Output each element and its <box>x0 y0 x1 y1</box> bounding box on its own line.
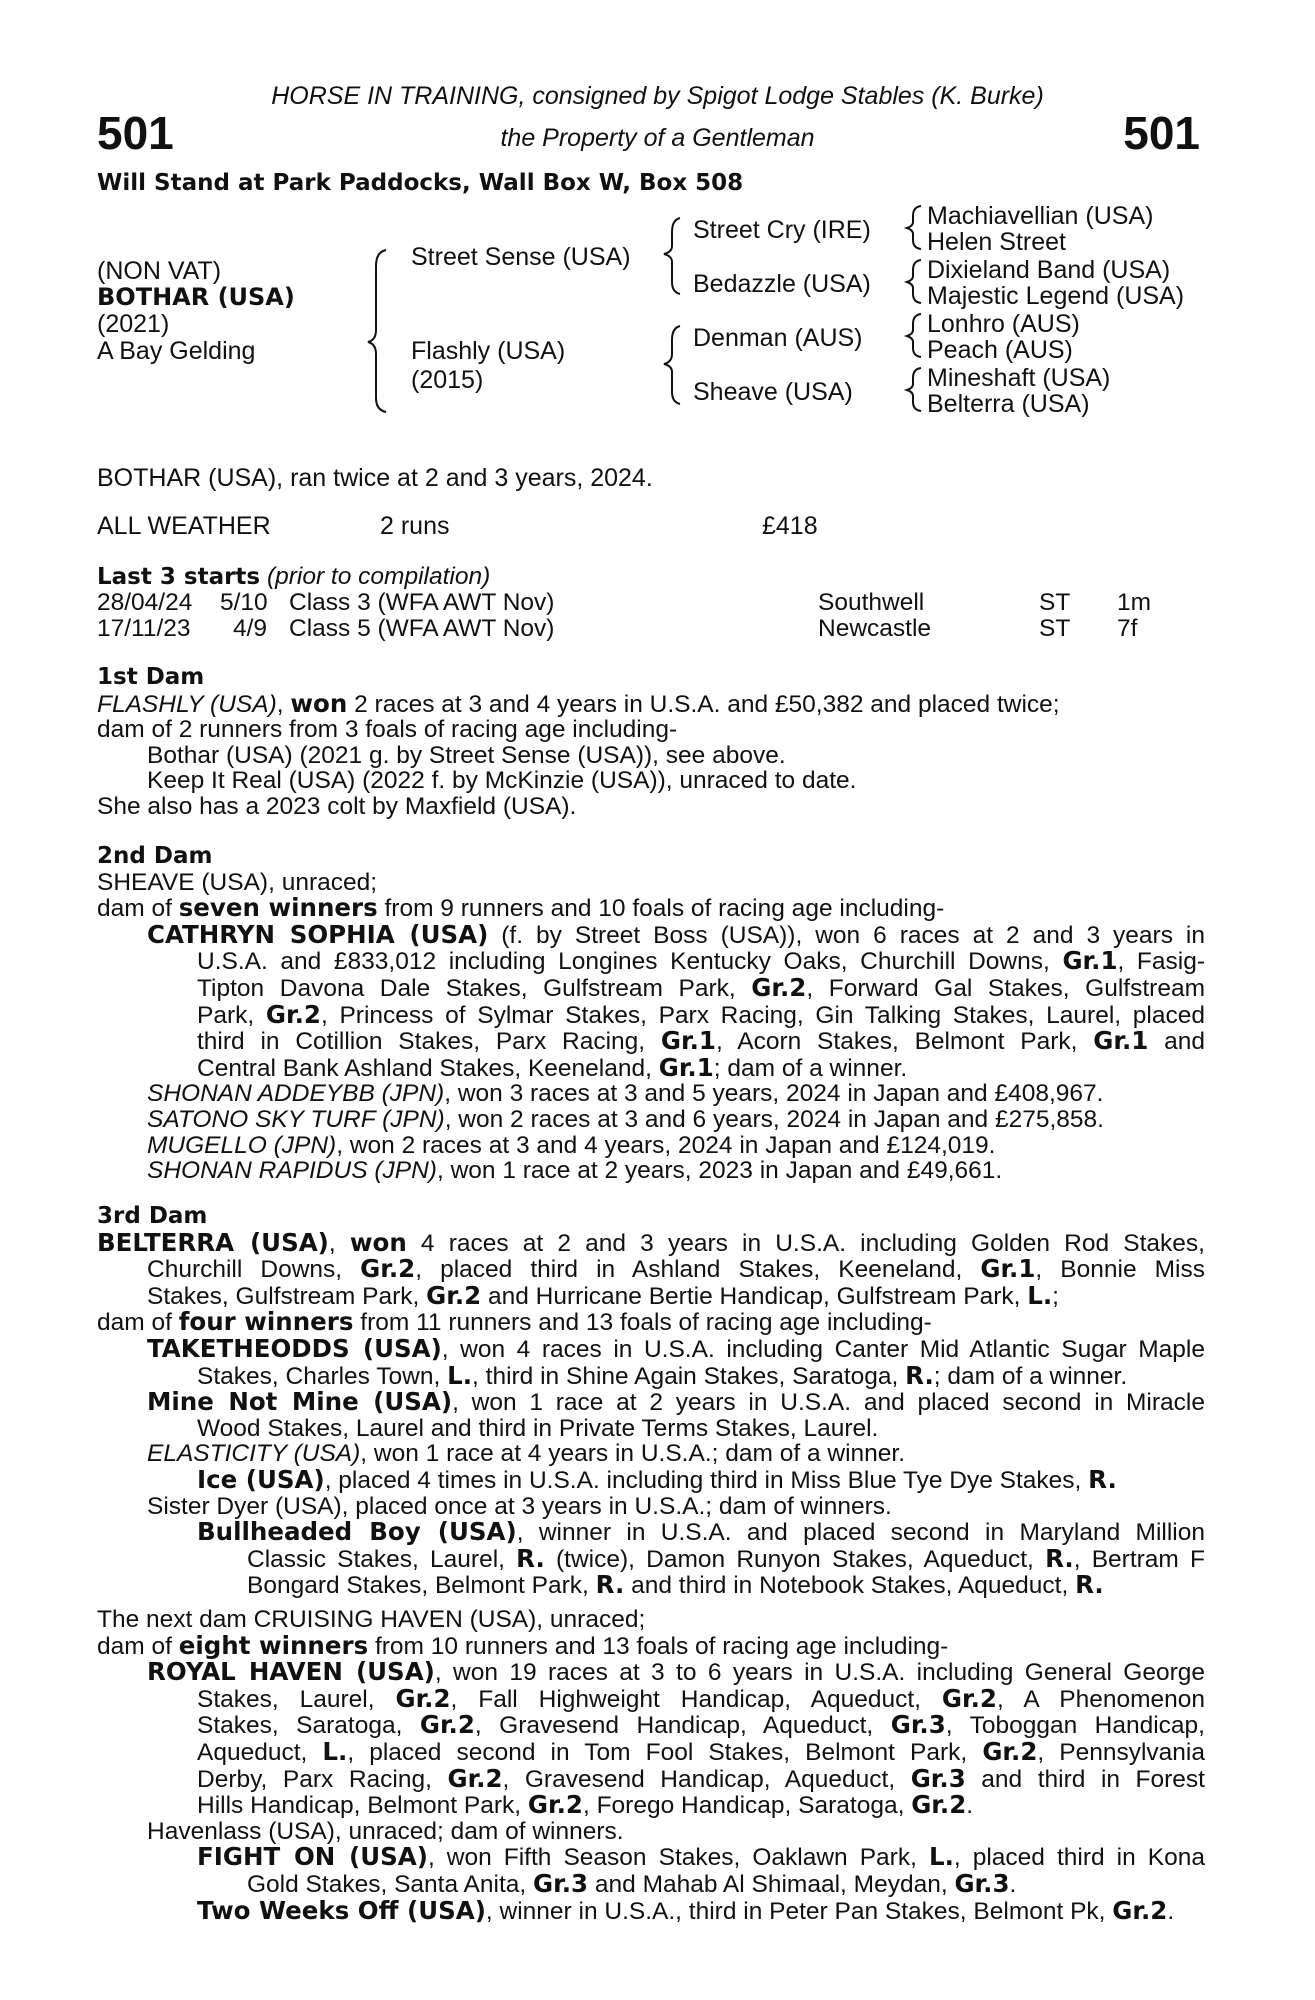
start-date: 28/04/24 <box>97 589 193 616</box>
dam-name: FLASHLY (USA) <box>97 690 277 718</box>
grade: R. <box>1045 1543 1074 1573</box>
text: and Hurricane Bertie Handicap, Gulfstream Park, <box>481 1282 1028 1310</box>
text: , won 1 race at 2 years in U.S.A. and placed second in Miracle <box>452 1389 1205 1417</box>
text: , third in Shine Again Stakes, Saratoga, <box>472 1362 906 1390</box>
ancestor-6: Peach (AUS) <box>927 336 1073 364</box>
text: ; dam of a winner. <box>933 1362 1128 1390</box>
entry-line <box>97 919 1205 949</box>
produce-note: She also has a 2023 colt by Maxfield (USA). <box>97 792 577 820</box>
grade: Gr.2 <box>941 1683 997 1713</box>
sire-name: Street Sense (USA) <box>411 243 631 271</box>
text: from 9 runners and 10 foals of racing age including- <box>377 895 945 923</box>
dam-year: (2015) <box>411 366 484 394</box>
entry-line <box>97 1844 1205 1871</box>
last-starts-note: (prior to compilation) <box>266 563 491 590</box>
text: , Acorn Stakes, Belmont Park, <box>715 1028 1094 1056</box>
won-label: won <box>349 1227 407 1257</box>
gs4-bracket <box>907 368 921 411</box>
text: and <box>1148 1028 1206 1056</box>
grade: R. <box>595 1570 625 1600</box>
lot-number-right: 501 <box>1123 107 1200 159</box>
progeny-entry: Sister Dyer (USA), placed once at 3 years in U.S.A.; dam of winners. <box>147 1492 892 1520</box>
progeny-entry <box>97 1441 1205 1467</box>
progeny-name: FIGHT ON (USA) <box>197 1842 428 1872</box>
entry-line <box>97 1028 1205 1055</box>
won-label: won <box>290 688 348 718</box>
first-dam-section <box>97 665 1205 820</box>
start-course: Southwell <box>818 589 925 616</box>
text: . <box>966 1792 974 1820</box>
grade: L. <box>322 1736 348 1766</box>
start-distance: 1m <box>1117 589 1152 616</box>
third-dam-line: BELTERRA (USA), won 4 races at 2 and 3 years in U.S.A. including Golden Rod Stakes, <box>97 1227 1205 1257</box>
progeny-entry <box>97 1844 1205 1897</box>
progeny-name: Two Weeks Off (USA) <box>197 1895 486 1925</box>
grade: Gr.1 <box>660 1026 716 1056</box>
text: , won 1 race at 2 years, 2023 in Japan and £49,661. <box>436 1157 1003 1185</box>
grade: Gr.2 <box>419 1710 475 1740</box>
text: , A Phenomenon <box>996 1685 1205 1713</box>
grade: L. <box>928 1842 954 1872</box>
start-position: 5/10 <box>220 589 268 616</box>
text: and Mahab Al Shimaal, Meydan, <box>588 1870 955 1898</box>
text: , Gravesend Handicap, Aqueduct, <box>502 1765 911 1793</box>
progeny-entry <box>97 1333 1205 1390</box>
first-dam-heading: 1st Dam <box>97 664 205 690</box>
start-date: 17/11/23 <box>97 615 191 642</box>
vat-status: (NON VAT) <box>97 257 222 285</box>
entry-line <box>97 1736 1205 1766</box>
text: Churchill Downs, <box>147 1256 361 1284</box>
grade: Gr.2 <box>360 1254 416 1284</box>
ancestor-8: Belterra (USA) <box>927 390 1090 418</box>
text: , Gravesend Handicap, Aqueduct, <box>474 1712 891 1740</box>
grade: R. <box>516 1543 545 1573</box>
grade: Gr.2 <box>1112 1895 1168 1925</box>
text: from 11 runners and 13 foals of racing age including- <box>353 1309 932 1337</box>
produce-item: Bothar (USA) (2021 g. by Street Sense (USA)), see above. <box>147 741 786 769</box>
text: ; dam of a winner. <box>713 1054 908 1082</box>
progeny-entry <box>97 1389 1205 1441</box>
text: , won 4 races in U.S.A. including Canter Mid Atlantic Sugar Maple <box>441 1335 1205 1363</box>
text: , Princess of Sylmar Stakes, Parx Racing, Gin Talking Stakes, Laurel, placed <box>320 1001 1205 1029</box>
second-dam-produce <box>97 895 1205 922</box>
text: Tipton Davona Dale Stakes, Gulfstream Park, <box>197 974 752 1002</box>
text: , won 3 races at 3 and 5 years, 2024 in Japan and £408,967. <box>444 1080 1104 1108</box>
progeny-name: CATHRYN SOPHIA (USA) <box>147 919 489 949</box>
progeny-entry <box>97 1659 1205 1819</box>
gs2-bracket <box>907 260 921 303</box>
progeny-name: Mine Not Mine (USA) <box>147 1387 453 1417</box>
entry-line <box>97 1659 1205 1686</box>
grade: Gr.3 <box>954 1868 1010 1898</box>
grade: Gr.2 <box>751 972 807 1002</box>
start-course: Newcastle <box>818 615 932 642</box>
gs1-bracket <box>907 206 921 249</box>
ancestor-7: Mineshaft (USA) <box>927 364 1111 392</box>
grade: R. <box>1075 1570 1104 1600</box>
dam-sire: Denman (AUS) <box>693 324 863 352</box>
ancestor-1: Machiavellian (USA) <box>927 202 1154 230</box>
text: , winner in U.S.A., third in Peter Pan Stakes, Belmont Pk, <box>485 1897 1113 1925</box>
third-dam-line <box>97 1280 1205 1310</box>
progeny-name: TAKETHEODDS (USA) <box>147 1333 442 1363</box>
entry-line <box>97 972 1205 1002</box>
horse-year: (2021) <box>97 310 170 338</box>
text: . <box>1167 1897 1175 1925</box>
progeny-entry <box>97 1081 1205 1107</box>
dam-record: 2 races at 3 and 4 years in U.S.A. and £50,382 and placed twice; <box>347 690 1060 718</box>
winners-count: eight winners <box>178 1630 369 1660</box>
progeny-entry <box>97 1107 1205 1133</box>
progeny-entry <box>97 1158 1205 1184</box>
entry-line <box>97 1360 1205 1390</box>
sire-dam-bracket <box>368 250 386 412</box>
first-dam-line: FLASHLY (USA), won 2 races at 3 and 4 years in U.S.A. and £50,382 and placed twice; <box>97 688 1060 718</box>
third-dam-line <box>97 1256 1205 1283</box>
consignment-line: HORSE IN TRAINING, consigned by Spigot Lodge Stables (K. Burke) <box>271 82 1044 110</box>
text: third in Cotillion Stakes, Parx Racing, <box>197 1028 661 1056</box>
grade: Gr.3 <box>533 1868 589 1898</box>
progeny-name: SHONAN ADDEYBB (JPN) <box>147 1080 445 1108</box>
progeny-name: Bullheaded Boy (USA) <box>197 1517 517 1547</box>
grade: Gr.2 <box>395 1683 451 1713</box>
text: U.S.A. and £833,012 including Longines Kentucky Oaks, Churchill Downs, <box>197 948 1063 976</box>
record-surface: ALL WEATHER <box>97 512 271 540</box>
entry-line <box>97 1519 1205 1546</box>
next-dam-line: The next dam CRUISING HAVEN (USA), unraced; <box>97 1606 646 1633</box>
grade: Gr.3 <box>910 1763 966 1793</box>
ancestor-5: Lonhro (AUS) <box>927 310 1080 338</box>
start-race: Class 5 (WFA AWT Nov) <box>289 615 555 642</box>
start-race: Class 3 (WFA AWT Nov) <box>289 589 555 616</box>
grade: R. <box>1088 1464 1117 1494</box>
produce-item: Keep It Real (USA) (2022 f. by McKinzie (USA)), unraced to date. <box>147 767 857 795</box>
next-dam-produce <box>97 1630 1205 1660</box>
progeny-entry <box>97 1519 1205 1599</box>
winners-count: four winners <box>178 1307 354 1337</box>
text: , won 2 races at 3 and 4 years, 2024 in Japan and £124,019. <box>336 1131 996 1159</box>
text: , won Fifth Season Stakes, Oaklawn Park, <box>427 1844 929 1872</box>
text: , Bertram F <box>1073 1545 1205 1573</box>
ancestor-3: Dixieland Band (USA) <box>927 256 1171 284</box>
text: Aqueduct, <box>197 1738 323 1766</box>
record-runs: 2 runs <box>380 512 450 540</box>
progeny-name: ROYAL HAVEN (USA) <box>147 1657 435 1687</box>
dam-dam: Sheave (USA) <box>693 378 853 406</box>
progeny-entry <box>97 1464 1205 1494</box>
last-starts-title: Last 3 starts <box>97 564 261 590</box>
dam-name: Flashly (USA) <box>411 337 566 365</box>
progeny-name: SHONAN RAPIDUS (JPN) <box>147 1157 437 1185</box>
text: dam of <box>97 895 179 923</box>
text: , placed third in Ashland Stakes, Keeneland, <box>415 1256 981 1284</box>
text: , placed 4 times in U.S.A. including third in Miss Blue Tye Dye Stakes, <box>324 1466 1089 1494</box>
text: ; <box>1052 1282 1059 1310</box>
grade: R. <box>905 1360 934 1390</box>
text: Gold Stakes, Santa Anita, <box>247 1870 534 1898</box>
text: dam of <box>97 1632 179 1660</box>
text: dam of <box>97 1309 179 1337</box>
entry-line: Wood Stakes, Laurel and third in Private Terms Stakes, Laurel. <box>197 1414 879 1442</box>
entry-line <box>97 1052 1205 1082</box>
text: Bongard Stakes, Belmont Park, <box>247 1572 596 1600</box>
lot-number-left: 501 <box>97 107 174 159</box>
first-dam-produce: dam of 2 runners from 3 foals of racing age including- <box>97 716 678 744</box>
dam-name: BELTERRA (USA) <box>97 1227 329 1257</box>
text: , Fasig- <box>1117 948 1206 976</box>
grade: Gr.2 <box>527 1790 583 1820</box>
text: , Forward Gal Stakes, Gulfstream <box>806 974 1205 1002</box>
stand-location: Will Stand at Park Paddocks, Wall Box W, Box 508 <box>97 170 744 196</box>
text: , winner in U.S.A. and placed second in Maryland Million <box>516 1519 1205 1547</box>
entry-line <box>97 999 1205 1029</box>
text: Central Bank Ashland Stakes, Keeneland, <box>197 1054 659 1082</box>
grade: Gr.2 <box>265 999 321 1029</box>
text: , Pennsylvania <box>1037 1738 1205 1766</box>
horse-description: A Bay Gelding <box>97 337 256 365</box>
grade: Gr.1 <box>1062 946 1118 976</box>
progeny-name: MUGELLO (JPN) <box>147 1131 337 1159</box>
entry-line <box>97 1712 1205 1739</box>
text: , won 19 races at 3 to 6 years in U.S.A. including General George <box>434 1659 1206 1687</box>
property-line: the Property of a Gentleman <box>500 124 815 152</box>
grade: Gr.1 <box>980 1254 1036 1284</box>
ancestor-4: Majestic Legend (USA) <box>927 282 1185 310</box>
text: (f. by Street Boss (USA)), won 6 races at 2 and 3 years in <box>488 921 1205 949</box>
entry-line <box>97 1389 1205 1416</box>
next-dam-section <box>97 1607 1205 1924</box>
text: , won 1 race at 4 years in U.S.A.; dam of a winner. <box>360 1440 906 1468</box>
grade: L. <box>447 1360 473 1390</box>
grade: Gr.2 <box>982 1736 1038 1766</box>
start-position: 4/9 <box>233 615 268 642</box>
text: , Bonnie Miss <box>1035 1256 1206 1284</box>
entry-line <box>97 1792 1205 1819</box>
text: Classic Stakes, Laurel, <box>247 1545 517 1573</box>
progeny-name: SATONO SKY TURF (JPN) <box>147 1105 445 1133</box>
gs3-bracket <box>907 314 921 357</box>
entry-line <box>97 1572 1205 1599</box>
entry-line <box>97 1333 1205 1363</box>
text: 4 races at 2 and 3 years in U.S.A. including Golden Rod Stakes, <box>406 1229 1205 1257</box>
text: , won 2 races at 3 and 6 years, 2024 in Japan and £275,858. <box>444 1105 1104 1133</box>
entry-line <box>97 1868 1205 1898</box>
text: , Forego Handicap, Saratoga, <box>582 1792 912 1820</box>
text: Stakes, Saratoga, <box>197 1712 420 1740</box>
third-dam-produce <box>97 1309 1205 1336</box>
text: Stakes, Laurel, <box>197 1685 396 1713</box>
second-dam-section <box>97 844 1205 1184</box>
text: , placed third in Kona <box>953 1844 1205 1872</box>
grade: Gr.1 <box>658 1052 714 1082</box>
dam-bracket <box>664 326 680 404</box>
start-surface: ST <box>1039 589 1071 616</box>
start-surface: ST <box>1039 615 1071 642</box>
progeny-entry <box>97 1895 1205 1925</box>
grade: Gr.2 <box>426 1280 482 1310</box>
text: Stakes, Charles Town, <box>197 1362 448 1390</box>
text: and third in Forest <box>965 1765 1205 1793</box>
progeny-name: Ice (USA) <box>197 1464 325 1494</box>
progeny-entry <box>97 1133 1205 1159</box>
ancestor-2: Helen Street <box>927 228 1066 256</box>
text: (twice), Damon Runyon Stakes, Aqueduct, <box>544 1545 1046 1573</box>
sire-bracket <box>664 218 680 294</box>
record-prize: £418 <box>762 512 818 540</box>
grade: L. <box>1027 1280 1053 1310</box>
entry-line <box>97 948 1205 975</box>
grade: Gr.2 <box>911 1790 967 1820</box>
sire-dam: Bedazzle (USA) <box>693 270 871 298</box>
entry-line <box>97 1683 1205 1713</box>
start-distance: 7f <box>1117 615 1138 642</box>
second-dam-line: SHEAVE (USA), unraced; <box>97 868 378 896</box>
text: . <box>1009 1870 1017 1898</box>
text: from 10 runners and 13 foals of racing age including- <box>368 1632 949 1660</box>
race-summary: BOTHAR (USA), ran twice at 2 and 3 years, 2024. <box>97 464 653 492</box>
text: Hills Handicap, Belmont Park, <box>197 1792 528 1820</box>
third-dam-section <box>97 1204 1205 1599</box>
progeny-entry <box>97 919 1206 1082</box>
text: Stakes, Gulfstream Park, <box>147 1282 427 1310</box>
grade: Gr.3 <box>890 1710 946 1740</box>
progeny-name: ELASTICITY (USA) <box>147 1440 361 1468</box>
horse-name: BOTHAR (USA) <box>97 283 295 311</box>
text: , placed second in Tom Fool Stakes, Belmont Park, <box>347 1738 983 1766</box>
text: , Toboggan Handicap, <box>945 1712 1205 1740</box>
winners-count: seven winners <box>178 893 378 923</box>
sire-sire: Street Cry (IRE) <box>693 216 871 244</box>
entry-line <box>97 1763 1205 1793</box>
text: and third in Notebook Stakes, Aqueduct, <box>624 1572 1076 1600</box>
text: Park, <box>197 1001 266 1029</box>
entry-line <box>97 1543 1205 1573</box>
progeny-entry: Havenlass (USA), unraced; dam of winners. <box>147 1817 624 1845</box>
text: , Fall Highweight Handicap, Aqueduct, <box>450 1685 942 1713</box>
grade: Gr.1 <box>1093 1026 1149 1056</box>
third-dam-heading: 3rd Dam <box>97 1203 208 1229</box>
text: Derby, Parx Racing, <box>197 1765 448 1793</box>
last-starts-heading <box>97 563 490 591</box>
second-dam-heading: 2nd Dam <box>97 843 213 869</box>
grade: Gr.2 <box>447 1763 503 1793</box>
